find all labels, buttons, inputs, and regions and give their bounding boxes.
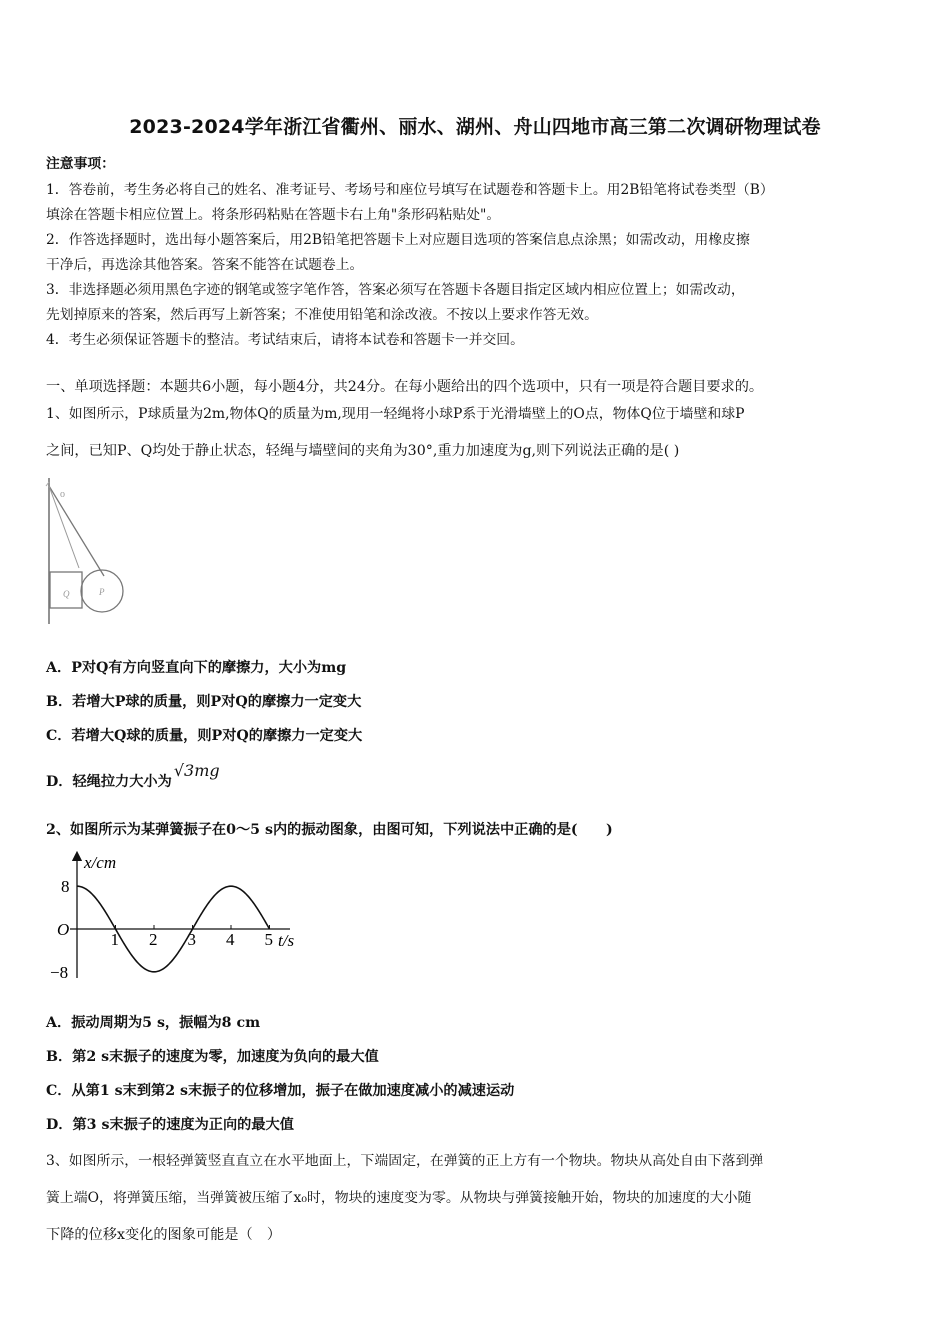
- label-q: Q: [63, 589, 70, 599]
- x-tick-label-5: 5: [264, 930, 273, 949]
- y-tick-label-1: O: [57, 920, 70, 939]
- q1-stem-line-1: 1、如图所示，P球质量为2m,物体Q的质量为m,现用一轻绳将小球P系于光滑墙壁上的O点，物体Q位于墙壁和球P: [46, 406, 745, 422]
- q2-option-d: D．第3 s末振子的速度为正向的最大值: [46, 1117, 294, 1133]
- label-p: P: [99, 587, 105, 597]
- q3-stem-line-3: 下降的位移x变化的图象可能是（ ）: [46, 1227, 282, 1243]
- notice-line-1: 1．答卷前，考生务必将自己的姓名、准考证号、考场号和座位号填写在试题卷和答题卡上。用2B铅笔将试卷类型（B）: [46, 182, 774, 198]
- x-tick-label-3: 3: [187, 930, 196, 949]
- label-o: o: [60, 489, 65, 500]
- notice-line-4: 干净后，再选涂其他答案。答案不能答在试题卷上。: [46, 257, 364, 273]
- x-tick-label-1: 1: [110, 930, 119, 949]
- q2-option-a: A．振动周期为5 s，振幅为8 cm: [46, 1015, 261, 1031]
- q1-option-a: A．P对Q有方向竖直向下的摩擦力，大小为mg: [46, 660, 347, 676]
- q3-stem-line-1: 3、如图所示，一根轻弹簧竖直直立在水平地面上，下端固定，在弹簧的正上方有一个物块。物块从高处自由下落到弹: [46, 1153, 764, 1169]
- notice-line-5: 3．非选择题必须用黑色字迹的钢笔或签字笔作答，答案必须写在答题卡各题目指定区域内相应位置上；如需改动，: [46, 282, 745, 298]
- q2-stem: 2、如图所示为某弹簧振子在0～5 s内的振动图象，由图可知，下列说法中正确的是( ): [46, 822, 613, 838]
- notice-line-6: 先划掉原来的答案，然后再写上新答案；不准使用铅笔和涂改液。不按以上要求作答无效。: [46, 307, 598, 323]
- q1-figure: [44, 476, 134, 628]
- notice-line-7: 4．考生必须保证答题卡的整洁。考试结束后，请将本试卷和答题卡一并交回。: [46, 332, 524, 348]
- q2-option-c: C．从第1 s末到第2 s末振子的位移增加，振子在做加速度减小的减速运动: [46, 1083, 515, 1099]
- q1-option-c: C．若增大Q球的质量，则P对Q的摩擦力一定变大: [46, 728, 363, 744]
- y-tick-label-0: 8: [61, 877, 70, 897]
- notice-line-3: 2．作答选择题时，选出每小题答案后，用2B铅笔把答题卡上对应题目选项的答案信息点涂黑；如需改动，用橡皮擦: [46, 232, 750, 248]
- q2-option-b: B．第2 s末振子的速度为零，加速度为负向的最大值: [46, 1049, 379, 1065]
- q1-option-b: B．若增大P球的质量，则P对Q的摩擦力一定变大: [46, 694, 362, 710]
- y-tick-label-2: −8: [50, 962, 69, 982]
- y-axis-label: x/cm: [84, 853, 117, 872]
- page-title: 2023-2024学年浙江省衢州、丽水、湖州、舟山四地市高三第二次调研物理试卷: [129, 116, 821, 138]
- x-tick-label-4: 4: [226, 930, 235, 949]
- section-heading: 一、单项选择题：本题共6小题，每小题4分，共24分。在每小题给出的四个选项中，只有一项是符合题目要求的。: [46, 379, 764, 395]
- notice-heading: 注意事项：: [46, 156, 115, 172]
- q1-stem-line-2: 之间，已知P、Q均处于静止状态，轻绳与墙壁间的夹角为30°,重力加速度为g,则下列说法正确的是( ): [46, 443, 680, 459]
- x-tick-label-2: 2: [149, 930, 158, 949]
- q3-stem-line-2: 簧上端O，将弹簧压缩，当弹簧被压缩了x₀时，物块的速度变为零。从物块与弹簧接触开始，物块的加速度的大小随: [46, 1190, 752, 1206]
- q1-option-d-text: D．轻绳拉力大小为: [46, 774, 172, 790]
- q1-option-d: [46, 761, 220, 791]
- q1-option-d-formula: √3mg: [173, 761, 220, 780]
- q2-chart: [44, 850, 314, 985]
- x-axis-label: t/s: [278, 931, 295, 950]
- notice-line-2: 填涂在答题卡相应位置上。将条形码粘贴在答题卡右上角"条形码粘贴处"。: [46, 207, 501, 223]
